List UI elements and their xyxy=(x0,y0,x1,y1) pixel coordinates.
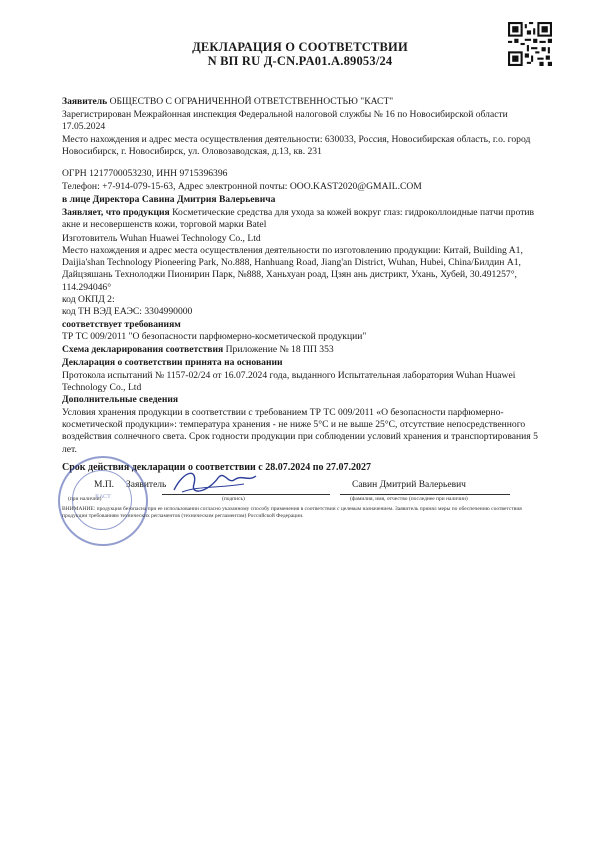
seal-inner-ring xyxy=(72,470,132,530)
basis-text: Протокола испытаний № 1157-02/24 от 16.07.2024 года, выданного Испытательная лаборатория Wuhan Huawei Technology Co., Ltd xyxy=(62,370,516,394)
company-seal xyxy=(58,456,148,546)
manufacturer-address: Место нахождения и адрес места осуществления деятельности по изготовлению продукции: Китай, Building A1, Daijia'shan Technology Pioneering Park, No.888, Hanhuang Road, Jiang'an District, Wuhan, Hubei, China/Билдин А1, Дайцзяшань Технолоджи Пионирин Парк, №888, Ханьхуан роад, Цзян ань дистрикт, Ухань, Хубей, 30.491257°, 114.294046° xyxy=(62,245,523,293)
name-line xyxy=(340,494,510,495)
footnote: ВНИМАНИЕ: продукция безопасна при ее использовании согласно указанному способу применения в соответствии с целевым назначением. Заявитель принял меры по обеспечению соответствия продукции требованиям технических регламентов (техническим регламентам) Российской Федерации. xyxy=(62,506,522,519)
name-caption: (фамилия, имя, отчество (последнее при наличии) xyxy=(350,496,468,502)
scheme-label: Схема декларирования соответствия xyxy=(62,344,224,355)
mp-label: М.П. xyxy=(94,480,115,490)
scheme-text: Приложение № 18 ПП 353 xyxy=(225,344,334,355)
signer-name: Савин Дмитрий Валерьевич xyxy=(352,480,466,490)
applicant-person: в лице Директора Савина Дмитрия Валерьевича xyxy=(62,194,276,205)
additional-text: Условия хранения продукции в соответствии с требованием ТР ТС 009/2011 «О безопасности парфюмерно-косметической продукции»: температура хранения - не ниже 5°С и не выше 25°С, отсутствие непосредственного воздействия солнечного света. Срок годности продукции при соблюдении условий хранения и транспортирования 5 лет. xyxy=(62,407,538,455)
document-title: ДЕКЛАРАЦИЯ О СООТВЕТСТВИИ xyxy=(192,40,408,54)
manufacturer: Изготовитель Wuhan Huawei Technology Co., Ltd xyxy=(62,233,261,244)
product-block xyxy=(62,207,542,231)
applicant-phone: Телефон: +7-914-079-15-63, Адрес электронной почты: OOO.KAST2020@GMAIL.COM xyxy=(62,181,422,192)
requirements-text: ТР ТС 009/2011 "О безопасности парфюмерно-косметической продукции" xyxy=(62,331,367,342)
applicant-sign-label: Заявитель xyxy=(126,480,167,490)
applicant-name: ОБЩЕСТВО С ОГРАНИЧЕННОЙ ОТВЕТСТВЕННОСТЬЮ "КАСТ" xyxy=(109,96,394,107)
applicant-label: Заявитель xyxy=(62,96,108,107)
validity-period: Срок действия декларации о соответствии с 28.07.2024 по 27.07.2027 xyxy=(62,462,372,473)
qr-code-icon xyxy=(508,22,552,66)
tnved-code: код ТН ВЭД ЕАЭС: 3304990000 xyxy=(62,306,193,317)
product-label: Заявляет, что продукция xyxy=(62,207,170,218)
requirements-label: соответствует требованиям xyxy=(62,319,181,330)
product-description: Косметические средства для ухода за кожей вокруг глаз: гидроколлоидные патчи против акне и несовершенств кожи, торговой марки Batel xyxy=(62,207,535,231)
declaration-number: N ВП RU Д-CN.PA01.A.89053/24 xyxy=(207,54,393,68)
applicant-block xyxy=(62,96,542,108)
applicant-registered: Зарегистрирован Межрайонная инспекция Федеральной налоговой службы № 16 по Новосибирской области 17.05.2024 xyxy=(62,109,508,133)
basis-label: Декларация о соответствии принята на основании xyxy=(62,357,283,368)
scheme-block xyxy=(62,344,542,356)
signature-caption: (подпись) xyxy=(222,496,245,502)
handwritten-signature xyxy=(168,462,260,500)
mp-caption: (при наличии) xyxy=(68,496,102,502)
applicant-address: Место нахождения и адрес места осуществления деятельности: 630033, Россия, Новосибирская область, г.о. город Новосибирск, г. Новосибирск, ул. Оловозаводская, д.13, кв. 231 xyxy=(62,134,531,158)
applicant-ogrn: ОГРН 1217700053230, ИНН 9715396396 xyxy=(62,168,228,179)
additional-label: Дополнительные сведения xyxy=(62,394,179,405)
seal-text: КАСТ xyxy=(95,494,111,500)
okpd-code: код ОКПД 2: xyxy=(62,294,115,305)
